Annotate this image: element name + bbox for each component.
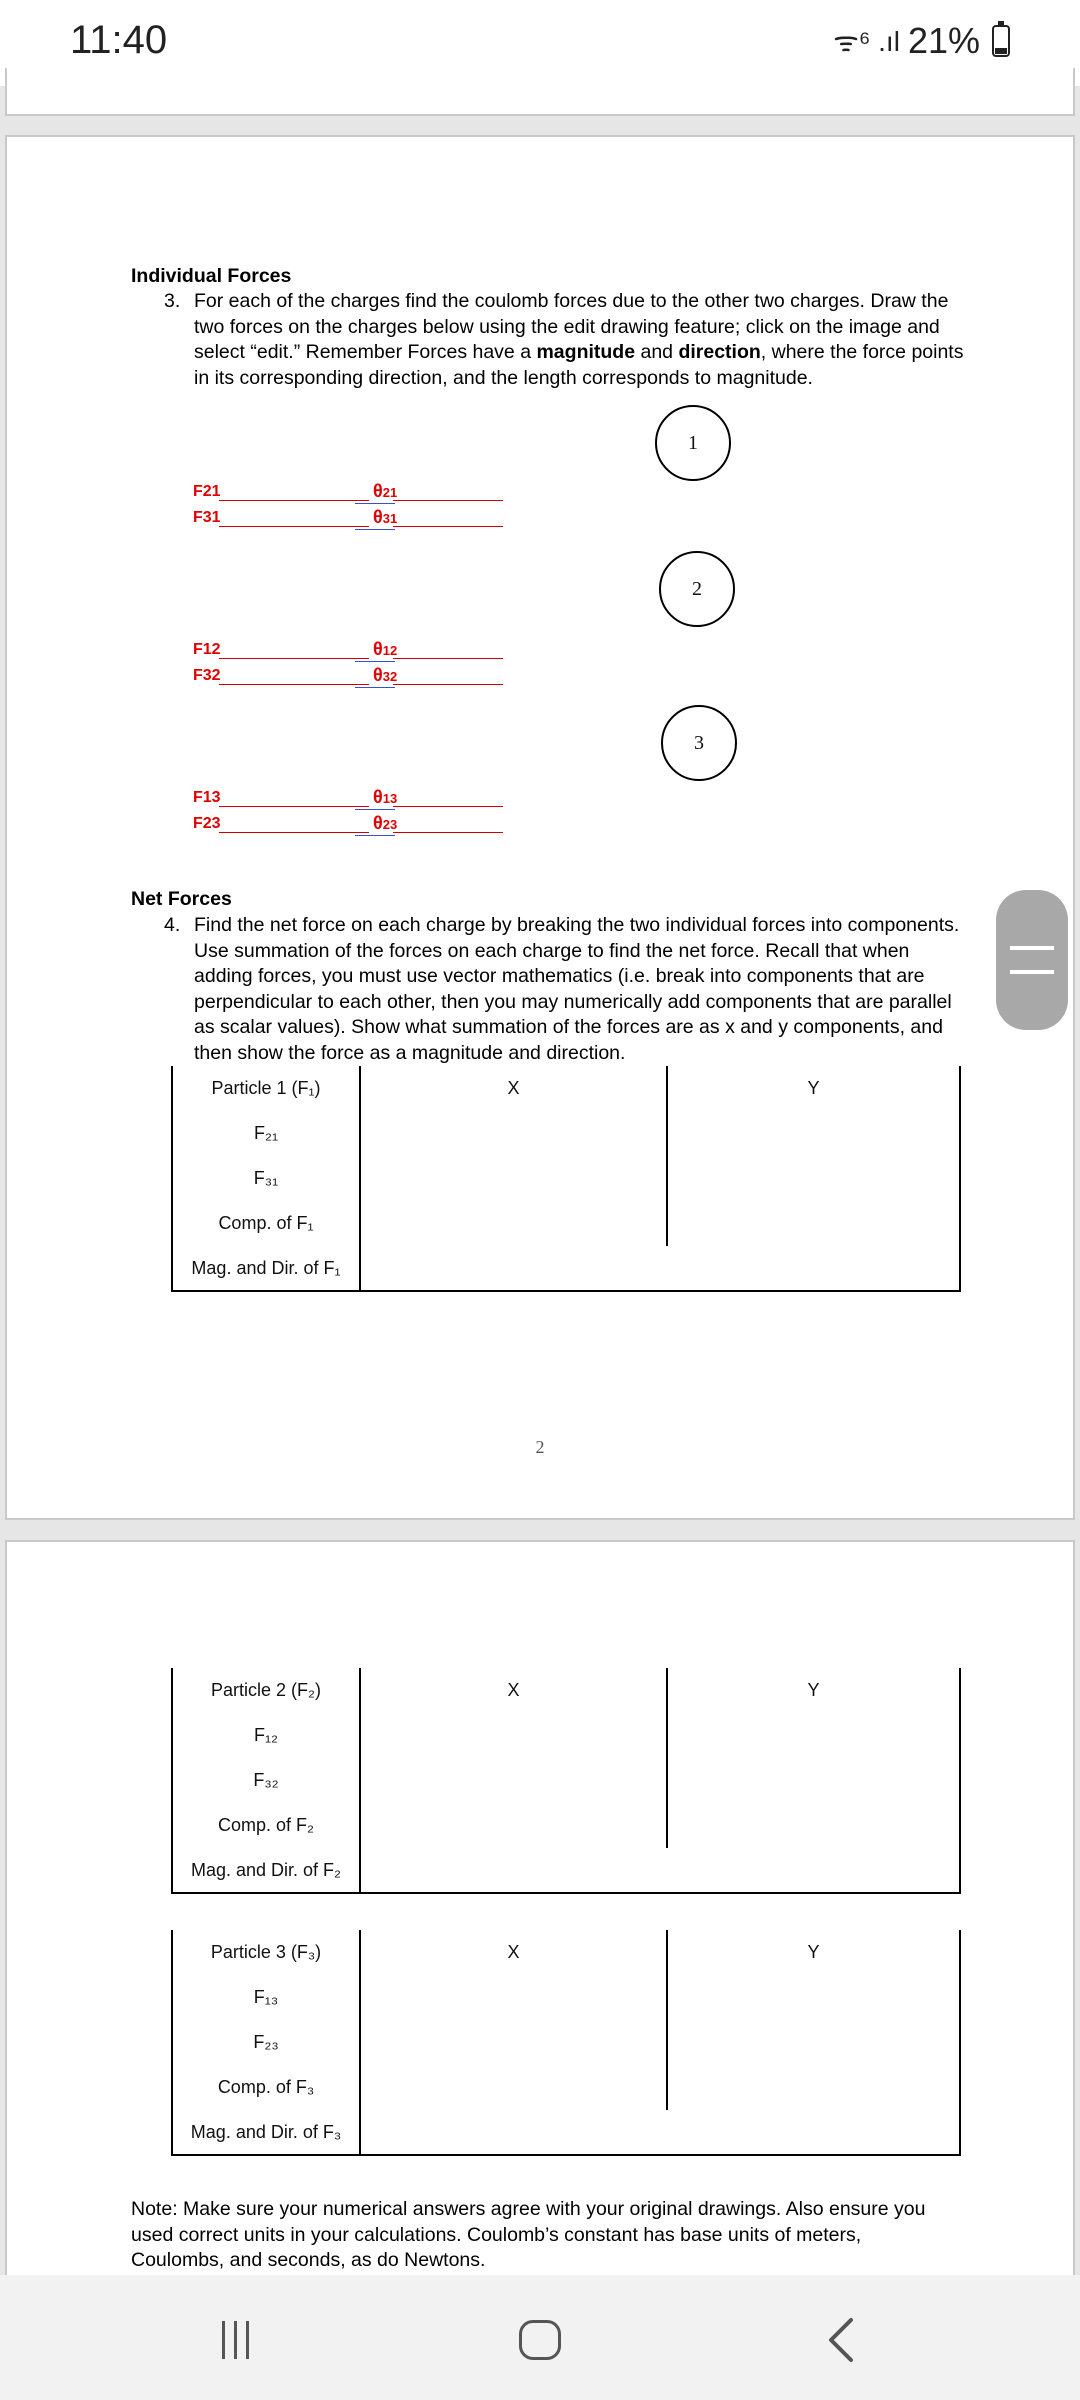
direction-cell[interactable] (667, 2110, 960, 2155)
q3-text-and: and (635, 341, 679, 363)
table-row (172, 2065, 960, 2110)
theta-subscript: 31 (382, 511, 398, 526)
theta-subscript: 21 (382, 485, 398, 500)
note-paragraph: Note: Make sure your numerical answers agree with your original drawings. Also ensure you used correct units in your calculations. Coulomb’s constant has base units of meters, Coulombs, and seconds, as do Newtons. (131, 2198, 926, 2271)
angle-blank (393, 658, 503, 659)
particle-3-table (171, 1930, 961, 2156)
question-3-number: 3. (164, 290, 181, 312)
y-cell[interactable] (667, 1111, 960, 1156)
theta-subscript: 12 (382, 643, 398, 658)
table-row (172, 1246, 960, 1291)
force-blank (219, 658, 369, 659)
question-4-text: Find the net force on each charge by breaking the two individual forces into components. Use summation of the forces on each charge to find the net force. Recall that when adding forces, you must use vector mathematics (i.e. break into components that are perpendicular to each other, then you may numerically add components that are parallel as scalar values). Show what summation of the forces are as x and y components, and then show the force as a magnitude and direction. (194, 914, 960, 1064)
blue-underline (355, 835, 395, 836)
recent-bar-icon (222, 2321, 225, 2359)
table-row-label: F₃₂ (172, 1758, 360, 1803)
battery-percent: 21% (907, 20, 980, 61)
theta-label (373, 639, 397, 660)
table-row-label: Comp. of F₁ (172, 1201, 360, 1246)
home-button[interactable] (510, 2315, 570, 2365)
q3-bold-direction: direction (678, 341, 761, 363)
table-header-cell: Particle 2 (F₂) (172, 1668, 360, 1713)
table-row-label: Comp. of F₃ (172, 2065, 360, 2110)
theta-subscript: 32 (382, 669, 398, 684)
angle-blank (393, 684, 503, 685)
x-header-cell[interactable]: X (360, 1066, 667, 1111)
force-line-f31[interactable] (193, 509, 503, 535)
table-row (172, 1156, 960, 1201)
angle-blank (393, 500, 503, 501)
table-row-label: F₂₃ (172, 2020, 360, 2065)
table-row (172, 2020, 960, 2065)
particle-1-table (171, 1066, 961, 1292)
wifi-signal-icon: ᯤ⁶ .ıl (833, 26, 900, 57)
back-button[interactable] (810, 2315, 870, 2365)
charge-circle-2[interactable]: 2 (659, 551, 735, 627)
table-row (172, 1713, 960, 1758)
force-label: F31 (193, 509, 221, 526)
blue-underline (355, 687, 395, 688)
table-row (172, 1111, 960, 1156)
theta-symbol: θ (373, 787, 383, 807)
question-3 (164, 289, 964, 391)
back-chevron-icon (825, 2316, 855, 2364)
y-cell[interactable] (667, 1713, 960, 1758)
y-cell[interactable] (667, 1201, 960, 1246)
particle-2-table (171, 1668, 961, 1894)
navigation-bar (0, 2275, 1080, 2400)
force-blank (219, 684, 369, 685)
charge-circle-3[interactable]: 3 (661, 705, 737, 781)
force-label: F32 (193, 667, 221, 684)
net-forces-heading: Net Forces (131, 888, 232, 910)
battery-icon (992, 25, 1010, 57)
theta-symbol: θ (373, 507, 383, 527)
force-line-f23[interactable] (193, 815, 503, 841)
document-page-1-bottom (5, 68, 1075, 116)
theta-symbol: θ (373, 481, 383, 501)
x-cell[interactable] (360, 1758, 667, 1803)
table-row-label: Mag. and Dir. of F₂ (172, 1848, 360, 1893)
x-cell[interactable] (360, 1156, 667, 1201)
charge-circle-1[interactable]: 1 (655, 405, 731, 481)
force-label: F13 (193, 789, 221, 806)
force-blank (219, 526, 369, 527)
table-header-cell: Particle 1 (F₁) (172, 1066, 360, 1111)
force-label: F21 (193, 483, 221, 500)
table-row (172, 1758, 960, 1803)
document-page-2 (5, 135, 1075, 1520)
theta-label (373, 665, 397, 686)
theta-symbol: θ (373, 665, 383, 685)
recent-bar-icon (234, 2321, 237, 2359)
status-icons (833, 20, 1010, 62)
q3-text-end: , where the force points in its corresponding direction, and the length corresponds to magnitude. (194, 341, 964, 389)
table-row-label: Comp. of F₂ (172, 1803, 360, 1848)
home-icon (519, 2320, 561, 2360)
force-blank (219, 806, 369, 807)
theta-label (373, 813, 397, 834)
magnitude-cell[interactable] (360, 1246, 667, 1291)
table-row-label: F₁₃ (172, 1975, 360, 2020)
page-number: 2 (535, 1437, 545, 1457)
x-cell[interactable] (360, 1975, 667, 2020)
y-cell[interactable] (667, 1156, 960, 1201)
table-row (172, 1803, 960, 1848)
question-4-number: 4. (164, 914, 181, 936)
recent-bar-icon (246, 2321, 249, 2359)
table-row (172, 1066, 960, 1111)
table-row (172, 2110, 960, 2155)
table-row (172, 1975, 960, 2020)
force-blank (219, 832, 369, 833)
theta-symbol: θ (373, 813, 383, 833)
table-row (172, 1201, 960, 1246)
document-page-3 (5, 1540, 1075, 2280)
blue-underline (355, 503, 395, 504)
theta-label (373, 507, 397, 528)
blue-underline (355, 661, 395, 662)
x-header-cell[interactable]: X (360, 1930, 667, 1975)
status-time: 11:40 (70, 18, 168, 62)
fast-scroll-handle[interactable] (996, 890, 1068, 1030)
theta-label (373, 787, 397, 808)
table-header-cell: Particle 3 (F₃) (172, 1930, 360, 1975)
table-row (172, 1848, 960, 1893)
force-label: F23 (193, 815, 221, 832)
force-line-f12[interactable] (193, 641, 503, 667)
table-row-label: Mag. and Dir. of F₃ (172, 2110, 360, 2155)
table-row-label: Mag. and Dir. of F₁ (172, 1246, 360, 1291)
x-cell[interactable] (360, 1803, 667, 1848)
x-cell[interactable] (360, 1111, 667, 1156)
y-cell[interactable] (667, 2020, 960, 2065)
y-cell[interactable] (667, 2065, 960, 2110)
force-blank (219, 500, 369, 501)
direction-cell[interactable] (667, 1848, 960, 1893)
force-line-f21[interactable] (193, 483, 503, 509)
angle-blank (393, 832, 503, 833)
x-cell[interactable] (360, 1713, 667, 1758)
q3-bold-magnitude: magnitude (536, 341, 636, 363)
table-row-label: F₁₂ (172, 1713, 360, 1758)
table-row (172, 1930, 960, 1975)
x-header-cell[interactable]: X (360, 1668, 667, 1713)
magnitude-cell[interactable] (360, 2110, 667, 2155)
question-4 (164, 913, 964, 1066)
angle-blank (393, 526, 503, 527)
theta-subscript: 23 (382, 817, 398, 832)
y-header-cell[interactable]: Y (667, 1930, 960, 1975)
table-row-label: F₃₁ (172, 1156, 360, 1201)
theta-subscript: 13 (382, 791, 398, 806)
y-cell[interactable] (667, 1975, 960, 2020)
blue-underline (355, 529, 395, 530)
y-cell[interactable] (667, 1803, 960, 1848)
x-cell[interactable] (360, 2020, 667, 2065)
force-line-f32[interactable] (193, 667, 503, 693)
question-3-text: For each of the charges find the coulomb forces due to the other two charges. Draw the two forces on the charges below using the edit drawing feature; click on the image and select “edit.” Remember Forces have a (194, 290, 949, 363)
y-header-cell[interactable]: Y (667, 1668, 960, 1713)
x-cell[interactable] (360, 2065, 667, 2110)
angle-blank (393, 806, 503, 807)
theta-symbol: θ (373, 639, 383, 659)
y-header-cell[interactable]: Y (667, 1066, 960, 1111)
x-cell[interactable] (360, 1201, 667, 1246)
force-label: F12 (193, 641, 221, 658)
theta-label (373, 481, 397, 502)
individual-forces-heading: Individual Forces (131, 265, 292, 287)
recent-apps-button[interactable] (205, 2315, 265, 2365)
table-row (172, 1668, 960, 1713)
table-row-label: F₂₁ (172, 1111, 360, 1156)
drag-bars-icon (1010, 946, 1054, 974)
direction-cell[interactable] (667, 1246, 960, 1291)
blue-underline (355, 809, 395, 810)
magnitude-cell[interactable] (360, 1848, 667, 1893)
y-cell[interactable] (667, 1758, 960, 1803)
force-line-f13[interactable] (193, 789, 503, 815)
